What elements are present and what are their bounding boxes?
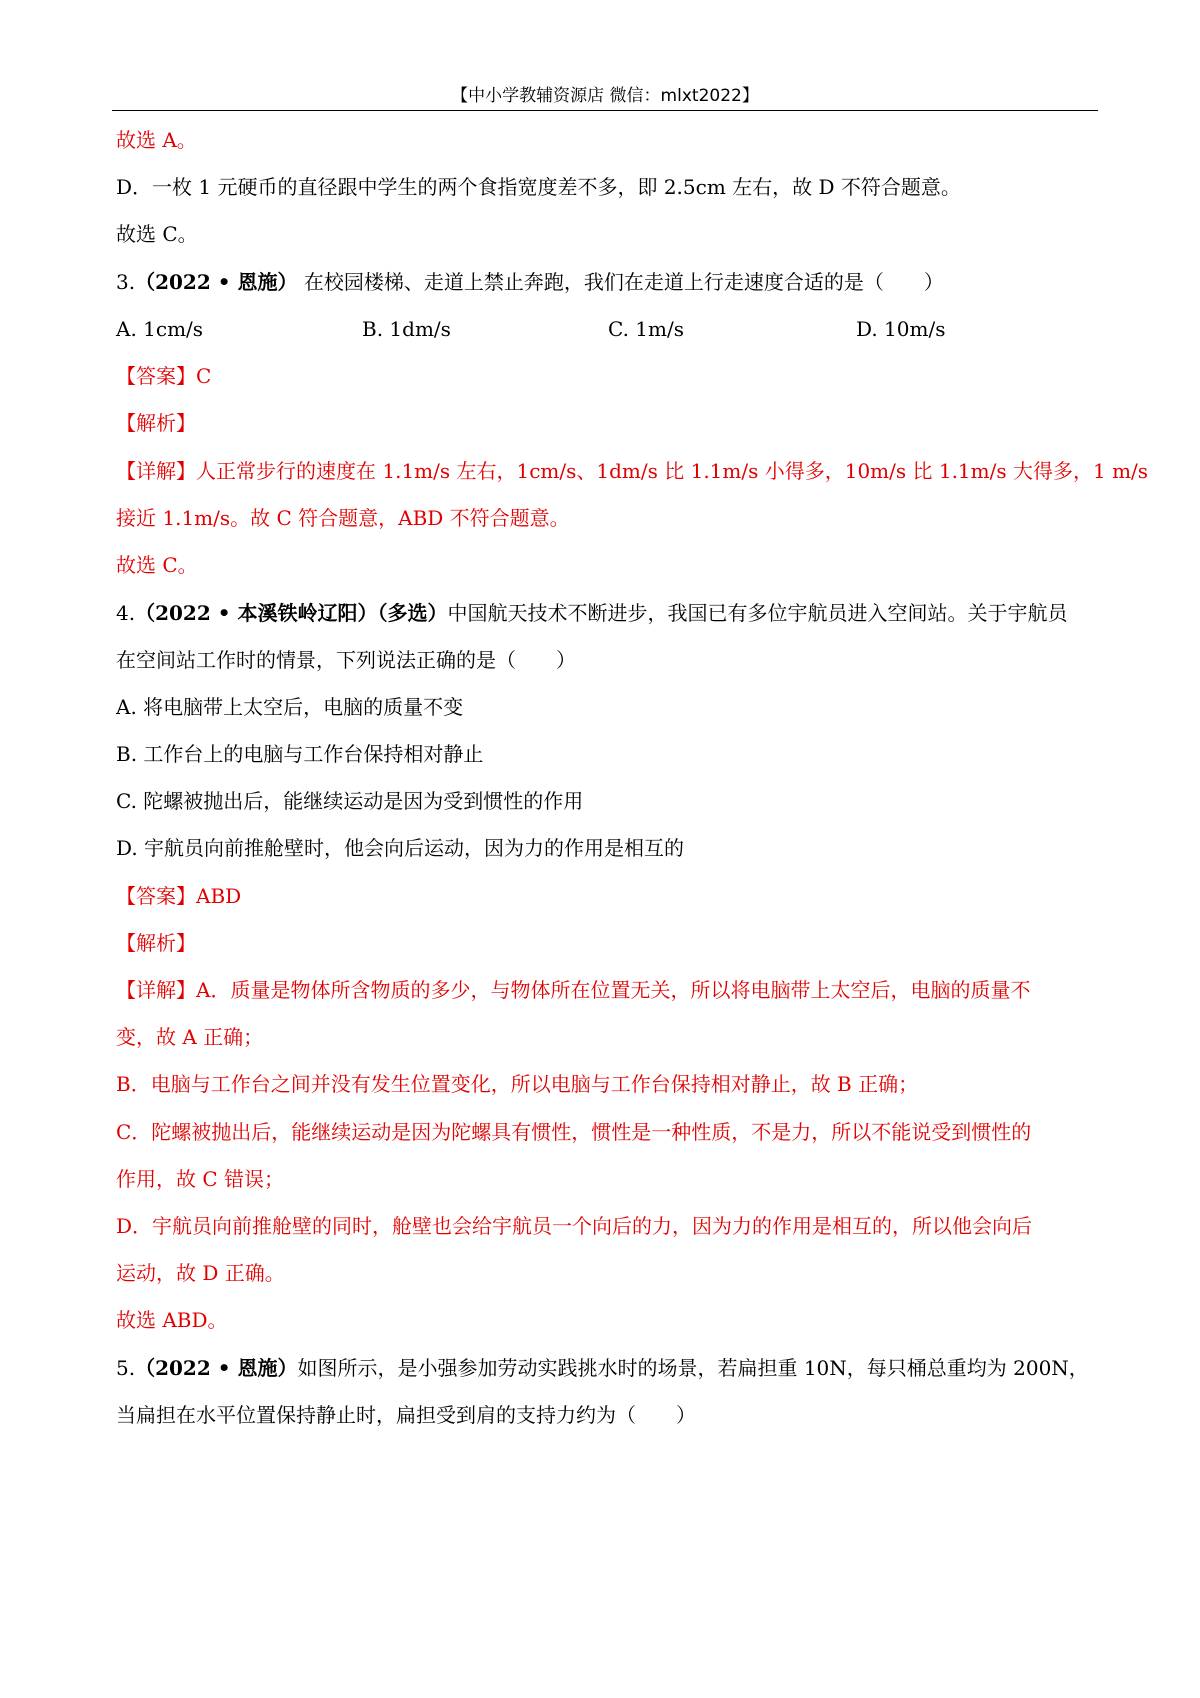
question-4-detail-b: B．电脑与工作台之间并没有发生位置变化，所以电脑与工作台保持相对静止，故 B 正确； <box>116 1072 919 1096</box>
question-text: 在校园楼梯、走道上禁止奔跑，我们在走道上行走速度合适的是（ ） <box>297 270 944 294</box>
question-3-detail-line-1: 【详解】人正常步行的速度在 1.1m/s 左右，1cm/s、1dm/s 比 1.1m/s 小得多，10m/s 比 1.1m/s 大得多，1 m/s <box>116 459 1149 483</box>
question-3-select: 故选 C。 <box>116 553 198 577</box>
question-4-detail-c-line-2: 作用，故 C 错误； <box>116 1167 285 1191</box>
prev-option-d-explanation: D．一枚 1 元硬币的直径跟中学生的两个食指宽度差不多，即 2.5cm 左右，故 D 不符合题意。 <box>116 175 961 199</box>
question-4-detail-a-line-2: 变，故 A 正确； <box>116 1025 264 1049</box>
question-5-stem-line-1 <box>116 1354 1089 1382</box>
question-5-stem-line-2: 当扁担在水平位置保持静止时，扁担受到肩的支持力约为（ ） <box>116 1403 696 1427</box>
question-number: 5. <box>116 1356 136 1380</box>
question-text: 如图所示，是小强参加劳动实践挑水时的场景，若扁担重 10N，每只桶总重均为 200N， <box>297 1356 1089 1380</box>
question-text: 中国航天技术不断进步，我国已有多位宇航员进入空间站。关于宇航员 <box>447 601 1068 625</box>
option-d: D. 10m/s <box>856 317 946 341</box>
question-3-analysis-label: 【解析】 <box>116 411 196 435</box>
question-3-options <box>116 315 1096 343</box>
page-header: 【中小学教辅资源店 微信：mlxt2022】 <box>451 86 759 106</box>
question-source: （2022 • 恩施） <box>135 1356 298 1380</box>
question-4-answer: 【答案】ABD <box>116 884 242 908</box>
question-4-detail-d-line-1: D．宇航员向前推舱壁的同时，舱壁也会给宇航员一个向后的力，因为力的作用是相互的，所以他会向后 <box>116 1214 1033 1238</box>
question-3-stem <box>116 268 944 296</box>
question-3-detail-line-2: 接近 1.1m/s。故 C 符合题意，ABD 不符合题意。 <box>116 506 570 530</box>
question-4-analysis-label: 【解析】 <box>116 931 196 955</box>
question-4-option-a: A. 将电脑带上太空后，电脑的质量不变 <box>116 695 464 719</box>
option-c: C. 1m/s <box>608 317 684 341</box>
option-a: A. 1cm/s <box>116 317 204 341</box>
question-4-detail-d-line-2: 运动，故 D 正确。 <box>116 1261 285 1285</box>
question-3-answer: 【答案】C <box>116 364 212 388</box>
question-4-detail-c-line-1: C．陀螺被抛出后，能继续运动是因为陀螺具有惯性，惯性是一种性质，不是力，所以不能说受到惯性的 <box>116 1120 1032 1144</box>
question-4-select: 故选 ABD。 <box>116 1308 228 1332</box>
question-source: （2022 • 本溪铁岭辽阳）（多选） <box>135 601 448 625</box>
prev-select-a: 故选 A。 <box>116 128 197 152</box>
question-4-detail-a-line-1: 【详解】A．质量是物体所含物质的多少，与物体所在位置无关，所以将电脑带上太空后，电脑的质量不 <box>116 978 1031 1002</box>
question-source: （2022 • 恩施） <box>135 270 298 294</box>
question-4-stem-line-1 <box>116 599 1067 627</box>
question-4-option-b: B. 工作台上的电脑与工作台保持相对静止 <box>116 742 484 766</box>
option-b: B. 1dm/s <box>362 317 451 341</box>
question-4-option-d: D. 宇航员向前推舱壁时，他会向后运动，因为力的作用是相互的 <box>116 836 685 860</box>
question-number: 4. <box>116 601 136 625</box>
question-4-option-c: C. 陀螺被抛出后，能继续运动是因为受到惯性的作用 <box>116 789 584 813</box>
header-divider <box>112 110 1098 111</box>
question-4-stem-line-2: 在空间站工作时的情景，下列说法正确的是（ ） <box>116 648 576 672</box>
question-number: 3. <box>116 270 136 294</box>
prev-select-c: 故选 C。 <box>116 222 198 246</box>
